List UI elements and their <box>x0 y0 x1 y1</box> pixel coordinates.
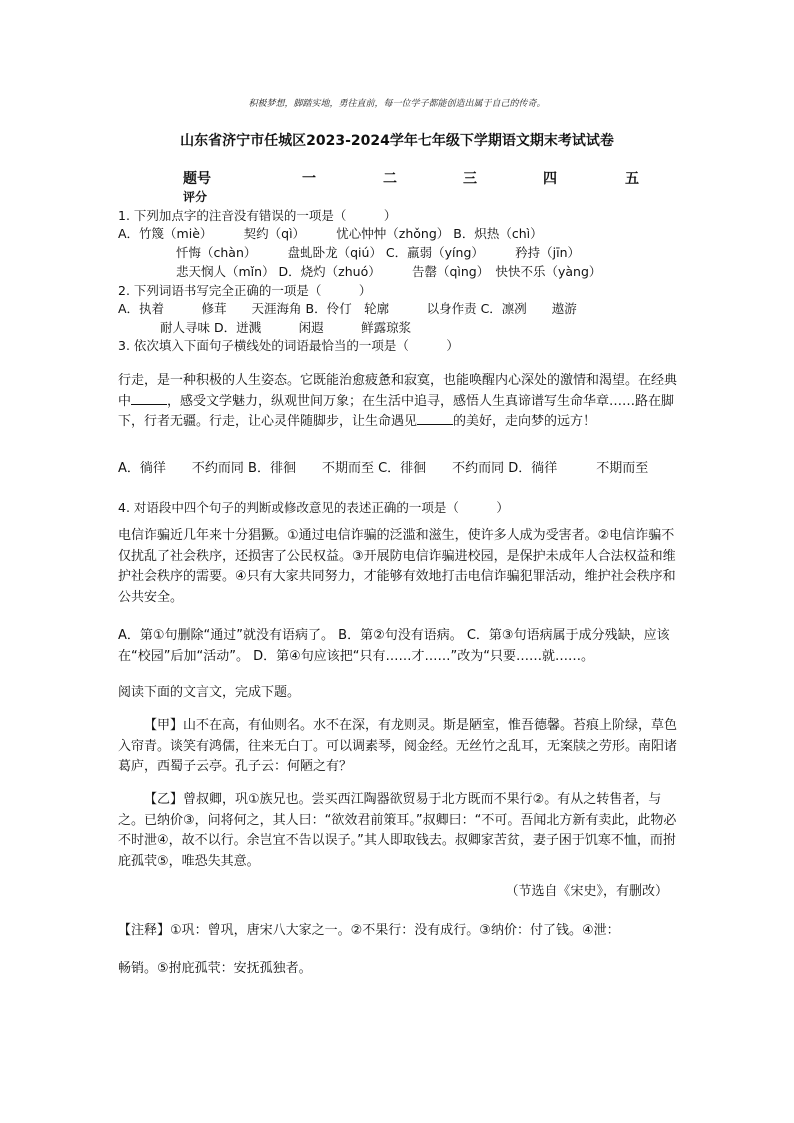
question-3-options: A．徜徉 不约而同 B．徘徊 不期而至 C．徘徊 不约而同 D．徜徉 不期而至 <box>118 461 649 476</box>
question-4-passage: 电信诈骗近几年来十分猖獗。①通过电信诈骗的泛滥和滋生，使许多人成为受害者。②电信诈骗不仅扰乱了社会秩序，还损害了公民权益。③开展防电信诈骗进校园，是保护未成年人合法权益和维护社会秩序的需要。④只有大家共同努力，才能够有效地打击电信诈骗犯罪活动，维护社会秩序和公共安全。 <box>118 528 676 605</box>
reading-yi: 【乙】曾叔卿，巩①族兄也。尝买西江陶器欲贸易于北方既而不果行②。有从之转售者，与之。已纳价③，问将何之，其人曰：“欲效君前策耳。”叔卿曰：“不可。吾闻北方新有卖此，此物必不时泄④，故不以行。余岂宜不告以误子。”其人即取钱去。叔卿家苦贫，妻子困于饥寒不恤，而拊庇孤茕⑤，唯恐失其意。 <box>118 792 677 869</box>
page-title: 山东省济宁市任城区2023-2024学年七年级下学期语文期末考试试卷 <box>180 133 614 149</box>
fill-blank-1 <box>131 392 167 405</box>
motto: 积极梦想，脚踏实地，勇往直前，每一位学子都能创造出属于自己的传奇。 <box>248 99 546 109</box>
question-1-stem: 1. 下列加点字的注音没有错误的一项是（ ） <box>118 208 397 223</box>
reading-notes-line-1: 【注释】①巩：曾巩，唐宋八大家之一。②不果行：没有成行。③纳价：付了钱。④泄： <box>118 923 620 938</box>
question-1-options-line-2: 忏悔（chàn） 盘虬卧龙（qiú） C．羸弱（yíng） 矜持（jīn） <box>176 245 581 260</box>
question-2-options-line-2: 耐人寻味 D．迸溅 闲遐 鲜露琼浆 <box>160 320 412 335</box>
reading-jia: 【甲】山不在高，有仙则名。水不在深，有龙则灵。斯是陋室，惟吾德馨。苔痕上阶绿，草色入帘青。谈笑有鸿儒，往来无白丁。可以调素琴，阅金经。无丝竹之乱耳，无案牍之劳形。南阳诸葛庐，西蜀子云亭。孔子云：何陋之有？ <box>118 718 678 774</box>
score-table-header-label: 题号 <box>183 171 211 187</box>
question-3-passage <box>118 371 678 433</box>
score-table-col-3: 三 <box>463 171 477 187</box>
score-table-col-5: 五 <box>625 171 639 187</box>
reading-source: （节选自《宋史》，有删改） <box>505 884 668 899</box>
reading-notes-line-2: 畅销。⑤拊庇孤茕：安抚孤独者。 <box>118 961 312 976</box>
score-table-col-4: 四 <box>543 171 557 187</box>
question-3-stem: 3. 依次填入下面句子横线处的词语最恰当的一项是（ ） <box>118 338 459 353</box>
question-4-options: A．第①句删除“通过”就没有语病了。 B．第②句没有语病。 C．第③句语病属于成分残缺，应该在“校园”后加“活动”。 D．第④句应该把“只有……才……”改为“只要……就……。 <box>118 628 670 664</box>
score-table-col-2: 二 <box>383 171 397 187</box>
question-1-options-line-1: A．竹篾（miè） 契约（qì） 忧心忡忡（zhǒng） B．炽热（chì） <box>118 226 543 241</box>
question-3-passage-part-1: 行走，是一种积极的人生姿态。它既能治愈疲惫和寂寞，也能唤醒内心深处的激情和渴望。在经典中 <box>118 373 678 409</box>
question-1-options-line-3: 悲天悯人（mǐn） D．烧灼（zhuó） 告罄（qìng） 快快不乐（yàng） <box>176 264 602 279</box>
reading-intro: 阅读下面的文言文，完成下题。 <box>118 685 301 700</box>
score-table-row-label: 评分 <box>183 190 208 204</box>
question-2-options-line-1: A．执着 修茸 天涯海角 B．伶仃 轮廓 以身作责 C．凛冽 遨游 <box>118 301 577 316</box>
fill-blank-2 <box>417 412 453 425</box>
question-2-stem: 2. 下列词语书写完全正确的一项是（ ） <box>118 283 372 298</box>
question-3-passage-part-3: 的美好，走向梦的远方！ <box>453 414 597 429</box>
score-table-col-1: 一 <box>302 171 316 187</box>
question-3-passage-part-2: ，感受文学魅力，纵观世间万象；在生活中追寻，感悟人生真谛谱写生命华章……路在脚下，行者无疆。行走，让心灵伴随脚步，让生命遇见 <box>118 393 675 429</box>
question-4-stem: 4. 对语段中四个句子的判断或修改意见的表述正确的一项是（ ） <box>118 500 509 515</box>
